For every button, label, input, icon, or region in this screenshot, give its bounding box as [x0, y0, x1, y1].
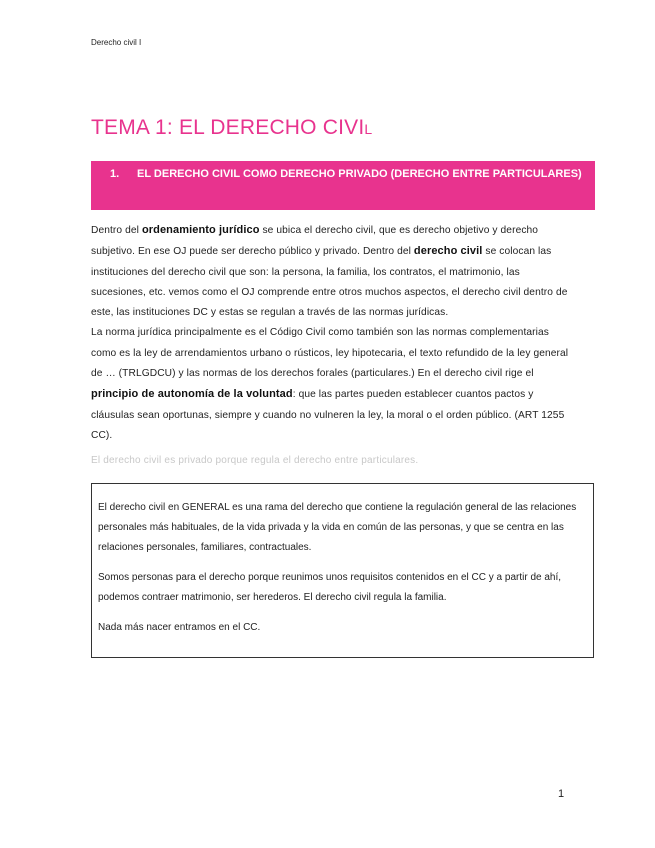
paragraph-2: [91, 323, 569, 446]
box-paragraph-3: Nada más nacer entramos en el CC.: [98, 622, 261, 633]
section-number: 1.: [110, 168, 120, 180]
p2-text-c: : que las partes pueden establecer cuantos pactos y cláusulas sean oportunas, siempre y cuando no vulneren la ley, la moral o el orden público. (ART 1255 CC).: [91, 389, 565, 441]
page-number: 1: [558, 788, 565, 800]
page-header: Derecho civil I: [91, 38, 142, 47]
title-main: TEMA 1: EL DERECHO CIVI: [91, 116, 365, 139]
body-text: [91, 220, 569, 446]
p1-text-a: Dentro del: [91, 225, 142, 236]
box-paragraph-1: El derecho civil en GENERAL es una rama del derecho que contiene la regulación general de las relaciones personales más habituales, de la vida privada y la vida en común de las personas, y que se centra en las relaciones personales, familiares, contractuales.: [98, 502, 577, 553]
definition-box: [91, 483, 594, 658]
bold-term-ordenamiento: ordenamiento jurídico: [141, 224, 260, 236]
bold-term-autonomia: principio de autonomía de la voluntad: [91, 388, 293, 401]
p1-text-d: se colocan las instituciones del derecho civil que son: la persona, la familia, los contratos, el matrimonio, las sucesiones, etc. vemos como el OJ comprende entre otros muchos aspectos, el derecho civil dentro de este, las instituciones DC y estas se regulan a través de las normas jurídicas.: [91, 246, 568, 319]
title-last-letter: L: [364, 121, 373, 137]
box-paragraph-2: Somos personas para el derecho porque reunimos unos requisitos contenidos en el CC y a partir de ahí, podemos contraer matrimonio, ser herederos. El derecho civil regula la familia.: [98, 572, 562, 603]
bold-term-derecho-civil: derecho civil: [413, 245, 483, 258]
faded-note: El derecho civil es privado porque regula el derecho entre particulares.: [91, 455, 419, 466]
p1-text-c: se ubica el derecho civil, que es derecho objetivo y derecho subjetivo. En ese OJ puede ser derecho público y privado. Dentro del: [91, 225, 539, 258]
section-title: EL DERECHO CIVIL COMO DERECHO PRIVADO (DERECHO ENTRE PARTICULARES): [137, 168, 582, 180]
section-heading: [91, 161, 595, 210]
paragraph-1: [91, 220, 569, 323]
p2-text-a: La norma jurídica principalmente es el Código Civil como también son las normas complementarias como es la ley de arrendamientos urbano o rústicos, ley hipotecaria, el texto refundido de la ley general de … (TRLGDCU) y las normas de los derechos forales (particulares.) En el derecho civil rige el: [91, 327, 569, 380]
page-title: [91, 116, 372, 140]
